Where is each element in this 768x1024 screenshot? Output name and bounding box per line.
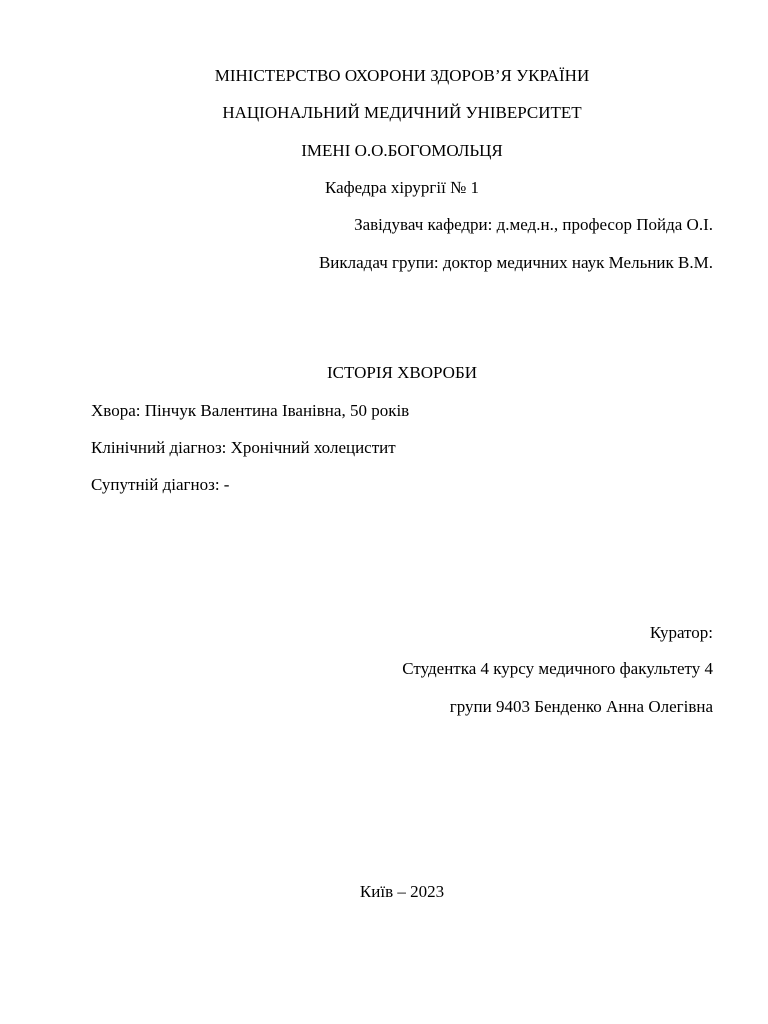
curator-label: Куратор: xyxy=(649,623,713,642)
clinical-diagnosis: Клінічний діагноз: Хронічний холецистит xyxy=(91,438,396,457)
ministry-heading: МІНІСТЕРСТВО ОХОРОНИ ЗДОРОВ’Я УКРАЇНИ xyxy=(214,66,590,85)
university-named-after: ІМЕНІ О.О.БОГОМОЛЬЦЯ xyxy=(301,141,503,160)
department-name: Кафедра хірургії № 1 xyxy=(324,178,480,197)
patient-info: Хвора: Пінчук Валентина Іванівна, 50 років xyxy=(91,401,410,420)
head-of-department: Завідувач кафедри: д.мед.н., професор Пойда О.І. xyxy=(354,215,713,234)
concomitant-diagnosis: Супутній діагноз: - xyxy=(91,475,230,494)
curator-line-1: Студентка 4 курсу медичного факультету 4 xyxy=(402,659,713,678)
document-title: ІСТОРІЯ ХВОРОБИ xyxy=(326,363,477,382)
curator-line-2: групи 9403 Бенденко Анна Олегівна xyxy=(449,697,713,716)
city-year: Київ – 2023 xyxy=(359,882,445,901)
university-heading: НАЦІОНАЛЬНИЙ МЕДИЧНИЙ УНІВЕРСИТЕТ xyxy=(222,103,582,122)
group-teacher: Викладач групи: доктор медичних наук Мельник В.М. xyxy=(318,253,713,272)
